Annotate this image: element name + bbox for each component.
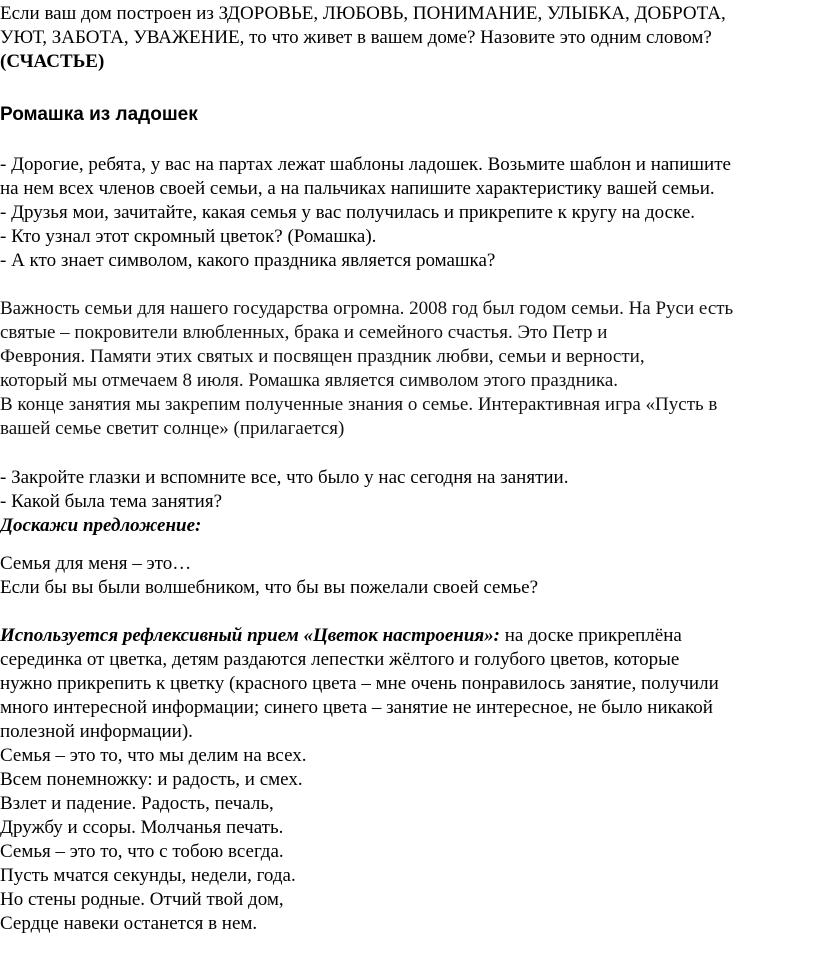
intro-paren-open: ( (0, 51, 7, 72)
poem-line: Семья – это то, что мы делим на всех. (0, 745, 307, 766)
importance-line: который мы отмечаем 8 июля. Ромашка является символом этого праздника. (0, 370, 619, 391)
poem-line: Дружбу и ссоры. Молчанья печать. (0, 817, 284, 838)
importance-line: святые – покровители влюбленных, брака и семейного счастья. Это Петр и (0, 322, 608, 343)
closing-question: - Закройте глазки и вспомните все, что было у нас сегодня на занятии. (0, 467, 569, 488)
importance-line: Феврония. Памяти этих святых и посвящен праздник любви, семьи и верности, (0, 346, 645, 367)
section-title: Ромашка из ладошек (0, 104, 198, 125)
poem-line: Но стены родные. Отчий твой дом, (0, 889, 284, 910)
poem-line: Семья – это то, что с тобою всегда. (0, 841, 284, 862)
question-line: - Друзья мои, зачитайте, какая семья у вас получилась и прикрепите к кругу на доске. (0, 202, 696, 223)
reflexive-line: много интересной информации; синего цвета – занятие не интересное, не было никакой (0, 697, 713, 718)
question-line: - Кто узнал этот скромный цветок? (Ромашка). (0, 226, 377, 247)
poem-line: Сердце навеки останется в нем. (0, 913, 258, 934)
poem-line: Пусть мчатся секунды, недели, года. (0, 865, 296, 886)
reflexive-text: на доске прикреплёна (500, 625, 682, 646)
reflexive-line: серединка от цветка, детям раздаются лепестки жёлтого и голубого цветов, которые (0, 649, 680, 670)
question-line: - А кто знает символом, какого праздника является ромашка? (0, 250, 496, 271)
finish-sentence-label: Доскажи предложение: (0, 515, 202, 536)
reflexive-line-1 (0, 624, 682, 648)
importance-line: Важность семьи для нашего государства огромна. 2008 год был годом семьи. На Руси есть (0, 298, 734, 319)
intro-line-3 (0, 50, 104, 74)
importance-line: В конце занятия мы закрепим полученные знания о семье. Интерактивная игра «Пусть в (0, 394, 718, 415)
finish-sentence: Если бы вы были волшебником, что бы вы пожелали своей семье? (0, 577, 539, 598)
poem-line: Всем понемножку: и радость, и смех. (0, 769, 303, 790)
intro-paren-close: ) (97, 51, 105, 72)
question-line: - Дорогие, ребята, у вас на партах лежат шаблоны ладошек. Возьмите шаблон и напишите (0, 154, 731, 175)
importance-line: вашей семье светит солнце» (прилагается) (0, 418, 345, 439)
closing-question: - Какой была тема занятия? (0, 491, 223, 512)
reflexive-line: полезной информации). (0, 721, 193, 742)
finish-sentence: Семья для меня – это… (0, 553, 192, 574)
intro-line-2: УЮТ, ЗАБОТА, УВАЖЕНИЕ, то что живет в вашем доме? Назовите это одним словом? (0, 27, 712, 48)
intro-line-1: Если ваш дом построен из ЗДОРОВЬЕ, ЛЮБОВЬ, ПОНИМАНИЕ, УЛЫБКА, ДОБРОТА, (0, 3, 726, 24)
poem-line: Взлет и падение. Радость, печаль, (0, 793, 274, 814)
intro-answer: СЧАСТЬЕ (6, 51, 98, 72)
reflexive-label: Используется рефлексивный прием «Цветок настроения»: (0, 625, 501, 646)
reflexive-line: нужно прикрепить к цветку (красного цвета – мне очень понравилось занятие, получили (0, 673, 719, 694)
question-line: на нем всех членов своей семьи, а на пальчиках напишите характеристику вашей семьи. (0, 178, 715, 199)
